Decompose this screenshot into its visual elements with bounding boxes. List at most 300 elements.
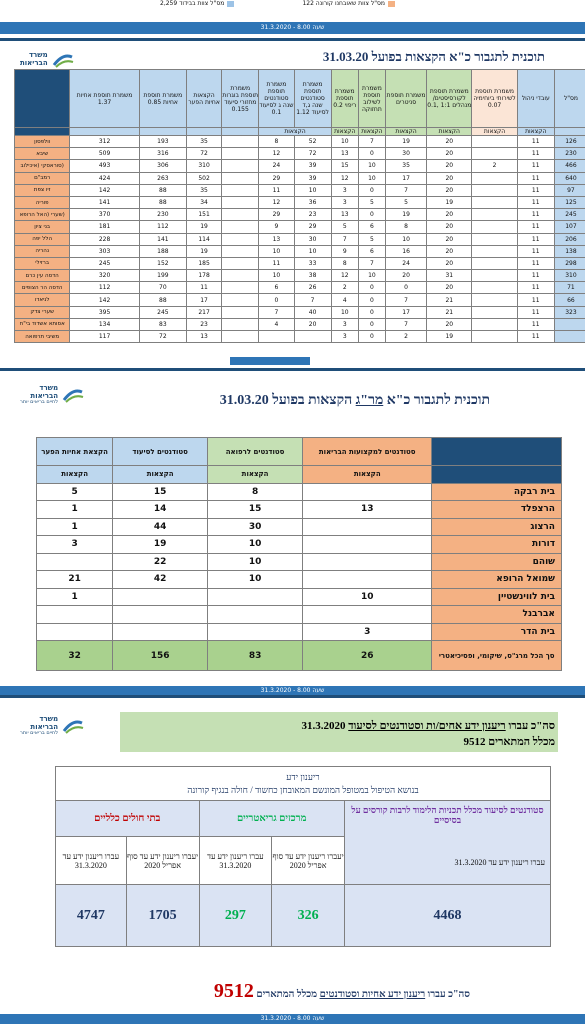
- geriatric-cell-medicine: 15: [208, 501, 303, 519]
- col-header-gap-nurses: הקצאת אחיות הפער: [37, 438, 113, 466]
- geriatric-cell-health: [303, 606, 432, 624]
- hospital-cell: 178: [186, 270, 221, 282]
- hospital-cell: [554, 331, 585, 343]
- hospital-cell: 142: [70, 294, 139, 306]
- hospital-cell: 298: [554, 257, 585, 269]
- hospital-row: [15, 282, 585, 294]
- hospital-cell: 13: [331, 148, 358, 160]
- hospitals-subheader-row: [15, 128, 585, 136]
- total-gap: 32: [37, 641, 113, 671]
- hospital-cell: 72: [186, 148, 221, 160]
- hospital-cell: 12: [259, 196, 294, 208]
- hospital-cell: 0: [358, 318, 385, 330]
- hospital-cell: 11: [517, 196, 554, 208]
- hospital-cell-empty: [222, 282, 259, 294]
- moh-logo: [20, 51, 74, 69]
- hospital-cell: 35: [186, 136, 221, 148]
- geriatric-cell-medicine: [208, 606, 303, 624]
- hospital-cell: 88: [139, 196, 186, 208]
- hospital-cell: 19: [427, 331, 472, 343]
- sub-label: הקצאות: [208, 466, 303, 484]
- knowledge-box-subtitle: בנושא הטיפול במטופל המונשם המאובחן כחשוד / חולה בנגיף קורונה: [56, 784, 550, 797]
- hospital-cell: 320: [70, 270, 139, 282]
- geriatric-cell-gap: 3: [37, 536, 113, 554]
- col-group-general: בתי חולים כלליים: [56, 801, 200, 837]
- hospital-cell: 151: [186, 209, 221, 221]
- geriatric-cell-gap: 5: [37, 483, 113, 501]
- col-header-maintenance: משמרת תוספת לשילוב תחזוקה: [358, 70, 385, 128]
- hospital-cell: 0: [358, 331, 385, 343]
- hospital-row: [15, 148, 585, 160]
- hospital-cell: 2: [472, 160, 517, 172]
- hospital-cell: 19: [186, 245, 221, 257]
- hospital-row: [15, 294, 585, 306]
- hospital-row: [15, 306, 585, 318]
- geriatric-cell-medicine: 10: [208, 536, 303, 554]
- hospital-cell: [472, 209, 517, 221]
- hospital-cell: 10: [385, 233, 426, 245]
- geriatric-cell-gap: 1: [37, 518, 113, 536]
- geriatric-cell-gap: [37, 606, 113, 624]
- geriatric-subheader-row: [37, 466, 562, 484]
- geriatric-total-row: [37, 641, 562, 671]
- hospital-cell: 3: [331, 331, 358, 343]
- hospital-cell: 20: [427, 221, 472, 233]
- section-allocations-hospitals: [0, 38, 585, 371]
- geriatric-cell-nursing: 44: [113, 518, 208, 536]
- hospital-cell: 3: [331, 318, 358, 330]
- hospital-cell: [472, 196, 517, 208]
- hospital-cell: 640: [554, 172, 585, 184]
- hospital-cell: 5: [385, 196, 426, 208]
- hospital-cell: 7: [385, 294, 426, 306]
- hospital-cell: 5: [358, 196, 385, 208]
- hospital-cell: [472, 270, 517, 282]
- knowledge-title-cell: [56, 767, 551, 801]
- hospital-cell: 66: [554, 294, 585, 306]
- hospitals-table: [14, 69, 585, 343]
- top-strip: [0, 0, 585, 38]
- knowledge-bottom-line: סה"כ עברו ריענון ידע אחיות וסטודנטים מכלל המתארים 9512: [214, 980, 470, 1003]
- hospital-cell: 7: [294, 294, 331, 306]
- geriatric-cell-nursing: [113, 588, 208, 606]
- geriatric-cell-name: שמואל הרופא: [432, 571, 562, 589]
- geriatric-cell-health: 13: [303, 501, 432, 519]
- hospital-cell: 11: [517, 221, 554, 233]
- geriatric-cell-health: 10: [303, 588, 432, 606]
- hospital-cell: 72: [139, 331, 186, 343]
- hospital-cell: 5: [331, 221, 358, 233]
- geriatric-row: [37, 623, 562, 641]
- hospital-name: זיו צפת: [15, 184, 70, 196]
- hospital-cell: 7: [385, 184, 426, 196]
- hospital-cell: 20: [427, 160, 472, 172]
- hospital-cell: [472, 172, 517, 184]
- hospital-cell: 21: [427, 294, 472, 306]
- hospital-cell: 8: [385, 221, 426, 233]
- sub-label: הקצאות: [427, 128, 472, 136]
- hospital-cell: 125: [554, 196, 585, 208]
- hospital-cell: 9: [331, 245, 358, 257]
- hospital-name: שיבא: [15, 148, 70, 160]
- geriatric-header-row: [37, 438, 562, 466]
- geriatric-cell-health: [303, 483, 432, 501]
- geriatric-cell-name: בית הדר: [432, 623, 562, 641]
- col-header-sanitary: משמרת תוספת סניטרים: [385, 70, 426, 128]
- hospital-cell: 7: [358, 257, 385, 269]
- hospital-cell: 142: [70, 184, 139, 196]
- geriatric-cell-name: אברבנל: [432, 606, 562, 624]
- geriatric-cell-gap: 1: [37, 588, 113, 606]
- hospital-name: (שערי (האל הרופא: [15, 209, 70, 221]
- geriatric-cell-nursing: 15: [113, 483, 208, 501]
- hospital-cell: 11: [517, 270, 554, 282]
- hospital-cell: [472, 184, 517, 196]
- hospital-cell: 6: [259, 282, 294, 294]
- hospital-cell: 19: [427, 196, 472, 208]
- students-march-label: עברו ריענון ידע עד 31.3.2020: [455, 858, 545, 867]
- hospital-cell: 3: [331, 196, 358, 208]
- geriatric-cell-nursing: [113, 623, 208, 641]
- hospital-cell: 0: [358, 148, 385, 160]
- hospital-cell-empty: [222, 172, 259, 184]
- hospital-cell: 12: [331, 270, 358, 282]
- total-medicine: 83: [208, 641, 303, 671]
- hospital-cell: 19: [385, 209, 426, 221]
- knowledge-total-number: 9512: [214, 980, 254, 1002]
- hospital-cell: 13: [331, 209, 358, 221]
- hospital-cell: 39: [294, 160, 331, 172]
- hospital-cell: 10: [294, 184, 331, 196]
- hospital-cell: 0: [358, 306, 385, 318]
- hospital-cell: 34: [186, 196, 221, 208]
- col-header-students-c: משמרת תוספת סטודנטים שנה ג לסיעוד 0.1: [259, 70, 294, 128]
- hospital-row: [15, 221, 585, 233]
- hospital-name: וולפסון: [15, 136, 70, 148]
- geriatric-cell-medicine: 8: [208, 483, 303, 501]
- geriatric-cell-name: הרצוג: [432, 518, 562, 536]
- hospital-cell: 13: [259, 233, 294, 245]
- hospital-cell: 30: [294, 233, 331, 245]
- geriatric-table-body: [37, 483, 562, 641]
- students-value: 4468: [344, 885, 550, 947]
- sub-label: הקצאות: [517, 128, 554, 136]
- hospital-cell: 509: [70, 148, 139, 160]
- hospital-cell: 11: [517, 209, 554, 221]
- hospital-cell: 38: [294, 270, 331, 282]
- geriatric-row: [37, 553, 562, 571]
- hospital-cell: 13: [186, 331, 221, 343]
- hospital-cell: 10: [358, 270, 385, 282]
- hospital-cell: 23: [186, 318, 221, 330]
- geriatric-row: [37, 501, 562, 519]
- hospital-cell: 310: [554, 270, 585, 282]
- hospital-cell: 20: [427, 148, 472, 160]
- geriatric-cell-gap: 1: [37, 501, 113, 519]
- hospital-cell: 11: [517, 331, 554, 343]
- geriatric-cell-name: בית רבקה: [432, 483, 562, 501]
- geriatric-row: [37, 518, 562, 536]
- hospital-cell: 11: [517, 172, 554, 184]
- sub-label: הקצאות: [472, 128, 517, 136]
- geriatric-cell-name: בית לווינשטיין: [432, 588, 562, 606]
- hospital-cell: 245: [554, 209, 585, 221]
- hospital-cell: 185: [186, 257, 221, 269]
- hospital-cell: 39: [294, 172, 331, 184]
- hospital-cell: 0: [358, 282, 385, 294]
- hospital-cell: 5: [358, 233, 385, 245]
- geriatric-cell-name: דורות: [432, 536, 562, 554]
- hospital-name: לניאדו: [15, 294, 70, 306]
- knowledge-values-row: [56, 885, 551, 947]
- moh-logo-text: משרד הבריאות לחיים בריאים יותר: [20, 716, 58, 737]
- geriatric-row: [37, 571, 562, 589]
- sub-label: הקצאות: [259, 128, 331, 136]
- hospital-cell: 16: [385, 245, 426, 257]
- hospital-cell: 323: [554, 306, 585, 318]
- hospital-cell: 126: [554, 136, 585, 148]
- geriatric-cell-gap: [37, 623, 113, 641]
- hospital-cell-empty: [222, 306, 259, 318]
- hospital-name: (סוראסקי (איכילוב: [15, 160, 70, 172]
- hospital-cell: 35: [186, 184, 221, 196]
- hospital-cell-empty: [222, 245, 259, 257]
- hospital-cell: 97: [554, 184, 585, 196]
- top-date-text: 31.3.2020 - 8.00 שעה: [261, 24, 325, 31]
- geriatric-cell-medicine: 10: [208, 553, 303, 571]
- hospital-cell: 21: [427, 306, 472, 318]
- total-label: סך הכל מרג"ס, שיקומי, ופסיכיאטרי: [432, 641, 562, 671]
- hospital-cell: 0: [385, 282, 426, 294]
- col-header-nursing-students: סטודנטים לסיעוד: [113, 438, 208, 466]
- col-header-nurses-137: משמרת תוספת אחיות 1.37: [70, 70, 139, 128]
- hospital-cell: 193: [139, 136, 186, 148]
- hospital-cell: 11: [517, 294, 554, 306]
- hospital-cell: 20: [427, 282, 472, 294]
- hospital-cell: 206: [554, 233, 585, 245]
- section-knowledge-refresh: [0, 695, 585, 1027]
- legend-left: [160, 0, 234, 7]
- knowledge-group-row: [56, 801, 551, 837]
- geriatric-cell-medicine: 10: [208, 571, 303, 589]
- geriatric-cell-nursing: 22: [113, 553, 208, 571]
- legend-left-swatch: [227, 1, 234, 7]
- hospital-cell: [472, 331, 517, 343]
- hospital-cell: 303: [70, 245, 139, 257]
- hospital-cell: 4: [259, 318, 294, 330]
- hospital-cell: 83: [139, 318, 186, 330]
- hospital-cell: 20: [427, 318, 472, 330]
- hospital-cell: 12: [331, 172, 358, 184]
- hospital-cell: 20: [427, 172, 472, 184]
- hospital-cell: 71: [554, 282, 585, 294]
- geriatric-row: [37, 483, 562, 501]
- hospital-cell: 11: [259, 257, 294, 269]
- hospital-cell: 316: [139, 148, 186, 160]
- total-nursing: 156: [113, 641, 208, 671]
- col-header-courses: משמרת תוספת לקורסיסטים/ מנהלים 1:1 ,0.1: [427, 70, 472, 128]
- hospital-cell: 230: [139, 209, 186, 221]
- hospital-cell: 52: [294, 136, 331, 148]
- hospital-row: [15, 184, 585, 196]
- hospital-cell-empty: [222, 148, 259, 160]
- hospital-cell: [472, 318, 517, 330]
- hospital-cell: 20: [294, 318, 331, 330]
- hospital-cell-empty: [222, 136, 259, 148]
- geriatric-cell-nursing: [113, 606, 208, 624]
- hospital-cell: [472, 294, 517, 306]
- section2-footer: 31.3.2020 - 8.00 שעה: [0, 686, 585, 696]
- hospital-cell: 0: [358, 294, 385, 306]
- hospital-cell: [554, 318, 585, 330]
- geriatric-cell-health: [303, 518, 432, 536]
- hospital-cell: 4: [331, 294, 358, 306]
- hospital-cell: 138: [554, 245, 585, 257]
- hospital-cell: 10: [331, 136, 358, 148]
- col-header-nurses-085: משמרת תוספת אחיות 0.85: [139, 70, 186, 128]
- hospital-cell-empty: [222, 184, 259, 196]
- general-march-value: 4747: [56, 885, 127, 947]
- col-group-geriatric: מרכזים גריאטריים: [199, 801, 344, 837]
- hospital-cell: 70: [139, 282, 186, 294]
- hospital-cell: 24: [259, 160, 294, 172]
- hospital-cell: 493: [70, 160, 139, 172]
- hospital-cell: 7: [358, 136, 385, 148]
- hospital-cell: 199: [139, 270, 186, 282]
- hospital-cell: 141: [70, 196, 139, 208]
- hospital-cell: 7: [331, 233, 358, 245]
- moh-logo-icon: [52, 51, 74, 69]
- hospital-name: נהריה: [15, 245, 70, 257]
- geriatric-cell-health: 3: [303, 623, 432, 641]
- sub-label: הקצאות: [37, 466, 113, 484]
- hospital-cell: 15: [331, 160, 358, 172]
- knowledge-title-row: [56, 767, 551, 801]
- hospital-cell: [472, 136, 517, 148]
- hospital-cell: 181: [70, 221, 139, 233]
- hospital-cell: 152: [139, 257, 186, 269]
- hospital-cell: 141: [139, 233, 186, 245]
- hospital-cell-empty: [222, 318, 259, 330]
- geriatric-cell-name: הרצפלד: [432, 501, 562, 519]
- knowledge-table: [55, 766, 551, 947]
- col-header-gap-nurses: הקצאות אחיות הפער: [186, 70, 221, 128]
- geriatric-march-label: עברו ריענון ידע עד 31.3.2020: [199, 837, 272, 885]
- hospital-cell: 11: [517, 318, 554, 330]
- hospital-cell: 8: [331, 257, 358, 269]
- hospital-cell: 112: [70, 282, 139, 294]
- hospital-cell: 112: [139, 221, 186, 233]
- top-date-bar: [0, 22, 585, 34]
- hospital-cell: 9: [259, 221, 294, 233]
- hospital-cell: 88: [139, 294, 186, 306]
- hospital-cell: 30: [385, 148, 426, 160]
- hospital-row: [15, 233, 585, 245]
- hospital-cell: 230: [554, 148, 585, 160]
- hospital-name: בני ציון: [15, 221, 70, 233]
- hospital-name: הדסה עין כרם: [15, 270, 70, 282]
- hospital-cell: 6: [358, 245, 385, 257]
- hospital-cell: 395: [70, 306, 139, 318]
- legend-right-label: מס"ל צוות שאובחנו קורונה 122: [302, 0, 385, 7]
- legend-left-label: מס"ל צוות בבידוד 2,259: [160, 0, 224, 7]
- hospital-cell-empty: [222, 160, 259, 172]
- general-april-label: יעברו ריענון ידע עד סוף אפריל 2020: [126, 837, 199, 885]
- moh-logo-text: משרד הבריאות לחיים בריאים יותר: [20, 385, 58, 406]
- hospital-cell-empty: [222, 221, 259, 233]
- hospital-cell: 8: [259, 136, 294, 148]
- hospital-row: [15, 209, 585, 221]
- hospital-name: פוריה: [15, 196, 70, 208]
- geriatric-cell-nursing: 14: [113, 501, 208, 519]
- hospital-cell: [472, 257, 517, 269]
- hospital-cell: 11: [517, 257, 554, 269]
- col-group-students: סטודנטים לסיעוד מכלל תכניות הלימוד לרבות קורסים על בסיסיים: [344, 801, 550, 885]
- hospital-cell: 11: [517, 136, 554, 148]
- hospital-cell: 245: [139, 306, 186, 318]
- hospital-cell: 20: [427, 184, 472, 196]
- moh-logo-text: משרד הבריאות: [20, 52, 48, 67]
- hospital-cell: 217: [186, 306, 221, 318]
- section1-title: תוכנית לתגבור כ"א הקצאות בפועל 31.03.20: [323, 49, 545, 65]
- hospital-cell: 11: [517, 282, 554, 294]
- moh-logo-icon: [62, 717, 84, 735]
- hospital-cell: 11: [517, 245, 554, 257]
- hospital-cell: 40: [294, 306, 331, 318]
- col-header-hospital-name: [15, 70, 70, 128]
- geriatric-cell-medicine: [208, 623, 303, 641]
- hospital-cell: [472, 148, 517, 160]
- hospital-cell: 17: [385, 306, 426, 318]
- hospital-cell: 26: [294, 282, 331, 294]
- hospital-cell: 23: [294, 209, 331, 221]
- hospital-name: הלל יפה: [15, 233, 70, 245]
- hospital-name: ברזילי: [15, 257, 70, 269]
- hospital-cell: 19: [385, 136, 426, 148]
- hospital-name: אסותא אשדוד בי"ח: [15, 318, 70, 330]
- hospital-cell: 20: [427, 233, 472, 245]
- hospital-cell: 310: [186, 160, 221, 172]
- geriatric-cell-health: [303, 553, 432, 571]
- hospital-cell: 10: [358, 160, 385, 172]
- hospital-cell: 117: [70, 331, 139, 343]
- hospital-cell: [472, 306, 517, 318]
- hospital-cell: 35: [385, 160, 426, 172]
- hospital-row: [15, 245, 585, 257]
- geriatric-cell-health: [303, 536, 432, 554]
- total-health: 26: [303, 641, 432, 671]
- geriatric-row: [37, 536, 562, 554]
- hospital-cell-empty: [222, 209, 259, 221]
- hospital-row: [15, 196, 585, 208]
- sub-label: הקצאות: [303, 466, 432, 484]
- legend-right-swatch: [388, 1, 395, 7]
- hospital-row: [15, 331, 585, 343]
- hospital-cell: 31: [427, 270, 472, 282]
- hospital-cell: 424: [70, 172, 139, 184]
- knowledge-box-title: ריענון ידע: [56, 771, 550, 784]
- hospital-cell: 312: [70, 136, 139, 148]
- hospital-name: הדסה הר הצופים: [15, 282, 70, 294]
- geriatric-april-value: 326: [272, 885, 345, 947]
- hospital-cell: 0: [358, 209, 385, 221]
- geriatric-cell-gap: 21: [37, 571, 113, 589]
- hospital-cell: 466: [554, 160, 585, 172]
- hospital-cell: 10: [259, 270, 294, 282]
- geriatric-april-label: יעברו ריענון ידע עד סוף אפריל 2020: [272, 837, 345, 885]
- hospital-cell: 20: [427, 209, 472, 221]
- hospital-row: [15, 160, 585, 172]
